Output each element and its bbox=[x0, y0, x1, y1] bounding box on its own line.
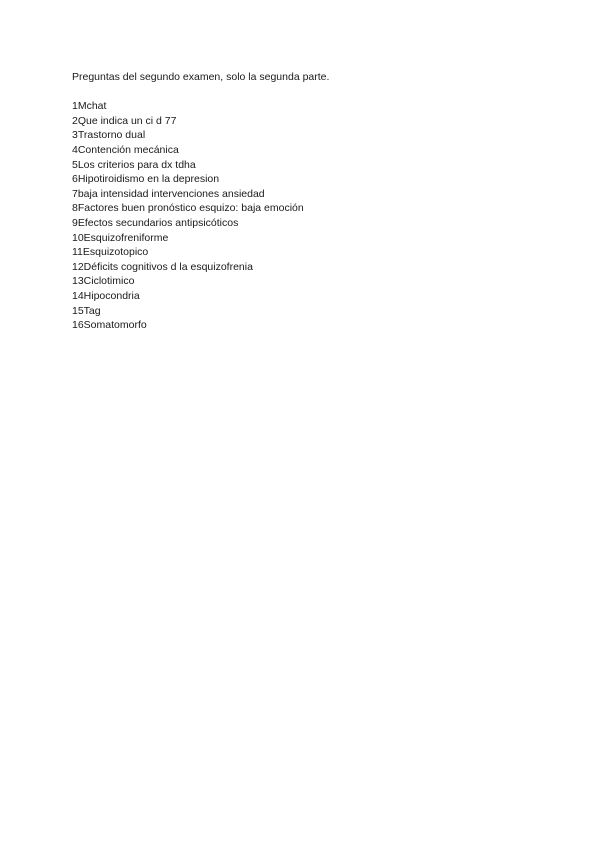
question-item: 16Somatomorfo bbox=[72, 319, 147, 332]
question-item: 3Trastorno dual bbox=[72, 129, 146, 142]
question-list bbox=[72, 99, 532, 333]
question-item: 10Esquizofreniforme bbox=[72, 231, 169, 244]
question-item: 11Esquizotopico bbox=[72, 246, 149, 259]
question-item: 9Efectos secundarios antipsicóticos bbox=[72, 216, 239, 229]
question-item: 14Hipocondria bbox=[72, 289, 140, 302]
question-item: 4Contención mecánica bbox=[72, 143, 179, 156]
question-item: 1Mchat bbox=[72, 100, 107, 113]
question-item: 5Los criterios para dx tdha bbox=[72, 158, 196, 171]
question-item: 6Hipotiroidismo en la depresion bbox=[72, 173, 220, 186]
question-item: 7baja intensidad intervenciones ansiedad bbox=[72, 187, 265, 200]
question-item: 12Déficits cognitivos d la esquizofrenia bbox=[72, 260, 253, 273]
question-item: 8Factores buen pronóstico esquizo: baja emoción bbox=[72, 202, 304, 215]
question-item: 2Que indica un ci d 77 bbox=[72, 114, 177, 127]
question-item: 15Tag bbox=[72, 304, 101, 317]
question-item: 13Ciclotimico bbox=[72, 275, 135, 288]
document-heading: Preguntas del segundo examen, solo la segunda parte. bbox=[72, 71, 330, 83]
document-body bbox=[72, 70, 532, 333]
